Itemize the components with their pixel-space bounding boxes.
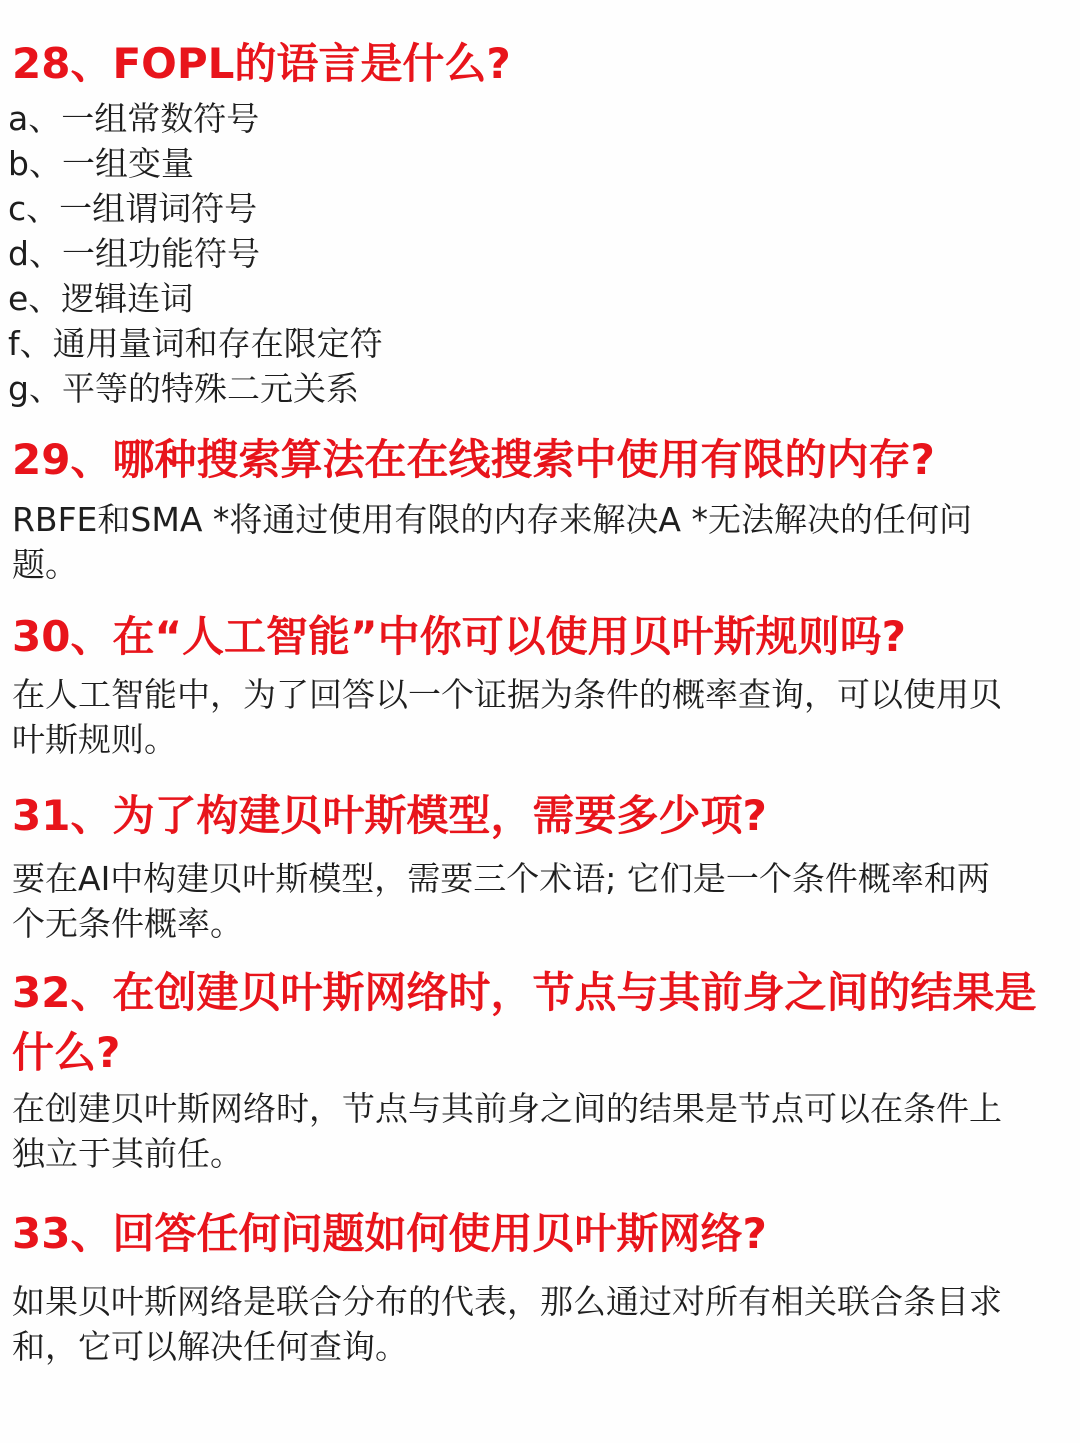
question-28-option-g: g、平等的特殊二元关系 xyxy=(8,369,359,408)
question-28-option-c: c、一组谓词符号 xyxy=(8,189,258,228)
question-28-option-a: a、一组常数符号 xyxy=(8,99,260,138)
question-28-option-f: f、通用量词和存在限定符 xyxy=(8,324,383,363)
question-33-answer: 如果贝叶斯网络是联合分布的代表，那么通过对所有相关联合条目求和，它可以解决任何查询。 xyxy=(12,1282,1002,1366)
question-31-answer: 要在AI中构建贝叶斯模型，需要三个术语; 它们是一个条件概率和两个无条件概率。 xyxy=(12,859,990,943)
question-29-answer: RBFE和SMA *将通过使用有限的内存来解决A *无法解决的任何问题。 xyxy=(12,500,972,584)
question-31-title: 31、为了构建贝叶斯模型，需要多少项? xyxy=(12,791,767,840)
question-29-title: 29、哪种搜索算法在在线搜索中使用有限的内存? xyxy=(12,435,935,484)
question-33-title: 33、回答任何问题如何使用贝叶斯网络? xyxy=(12,1209,767,1258)
question-28-option-b: b、一组变量 xyxy=(8,144,194,183)
question-28-title: 28、FOPL的语言是什么? xyxy=(12,39,511,88)
question-28-option-e: e、逻辑连词 xyxy=(8,279,194,318)
question-32-answer: 在创建贝叶斯网络时，节点与其前身之间的结果是节点可以在条件上独立于其前任。 xyxy=(12,1089,1002,1173)
question-28-option-d: d、一组功能符号 xyxy=(8,234,260,273)
question-30-answer: 在人工智能中，为了回答以一个证据为条件的概率查询，可以使用贝叶斯规则。 xyxy=(12,675,1002,759)
question-30-title: 30、在“人工智能”中你可以使用贝叶斯规则吗? xyxy=(12,612,907,661)
question-32-title: 32、在创建贝叶斯网络时，节点与其前身之间的结果是什么? xyxy=(12,968,1037,1077)
